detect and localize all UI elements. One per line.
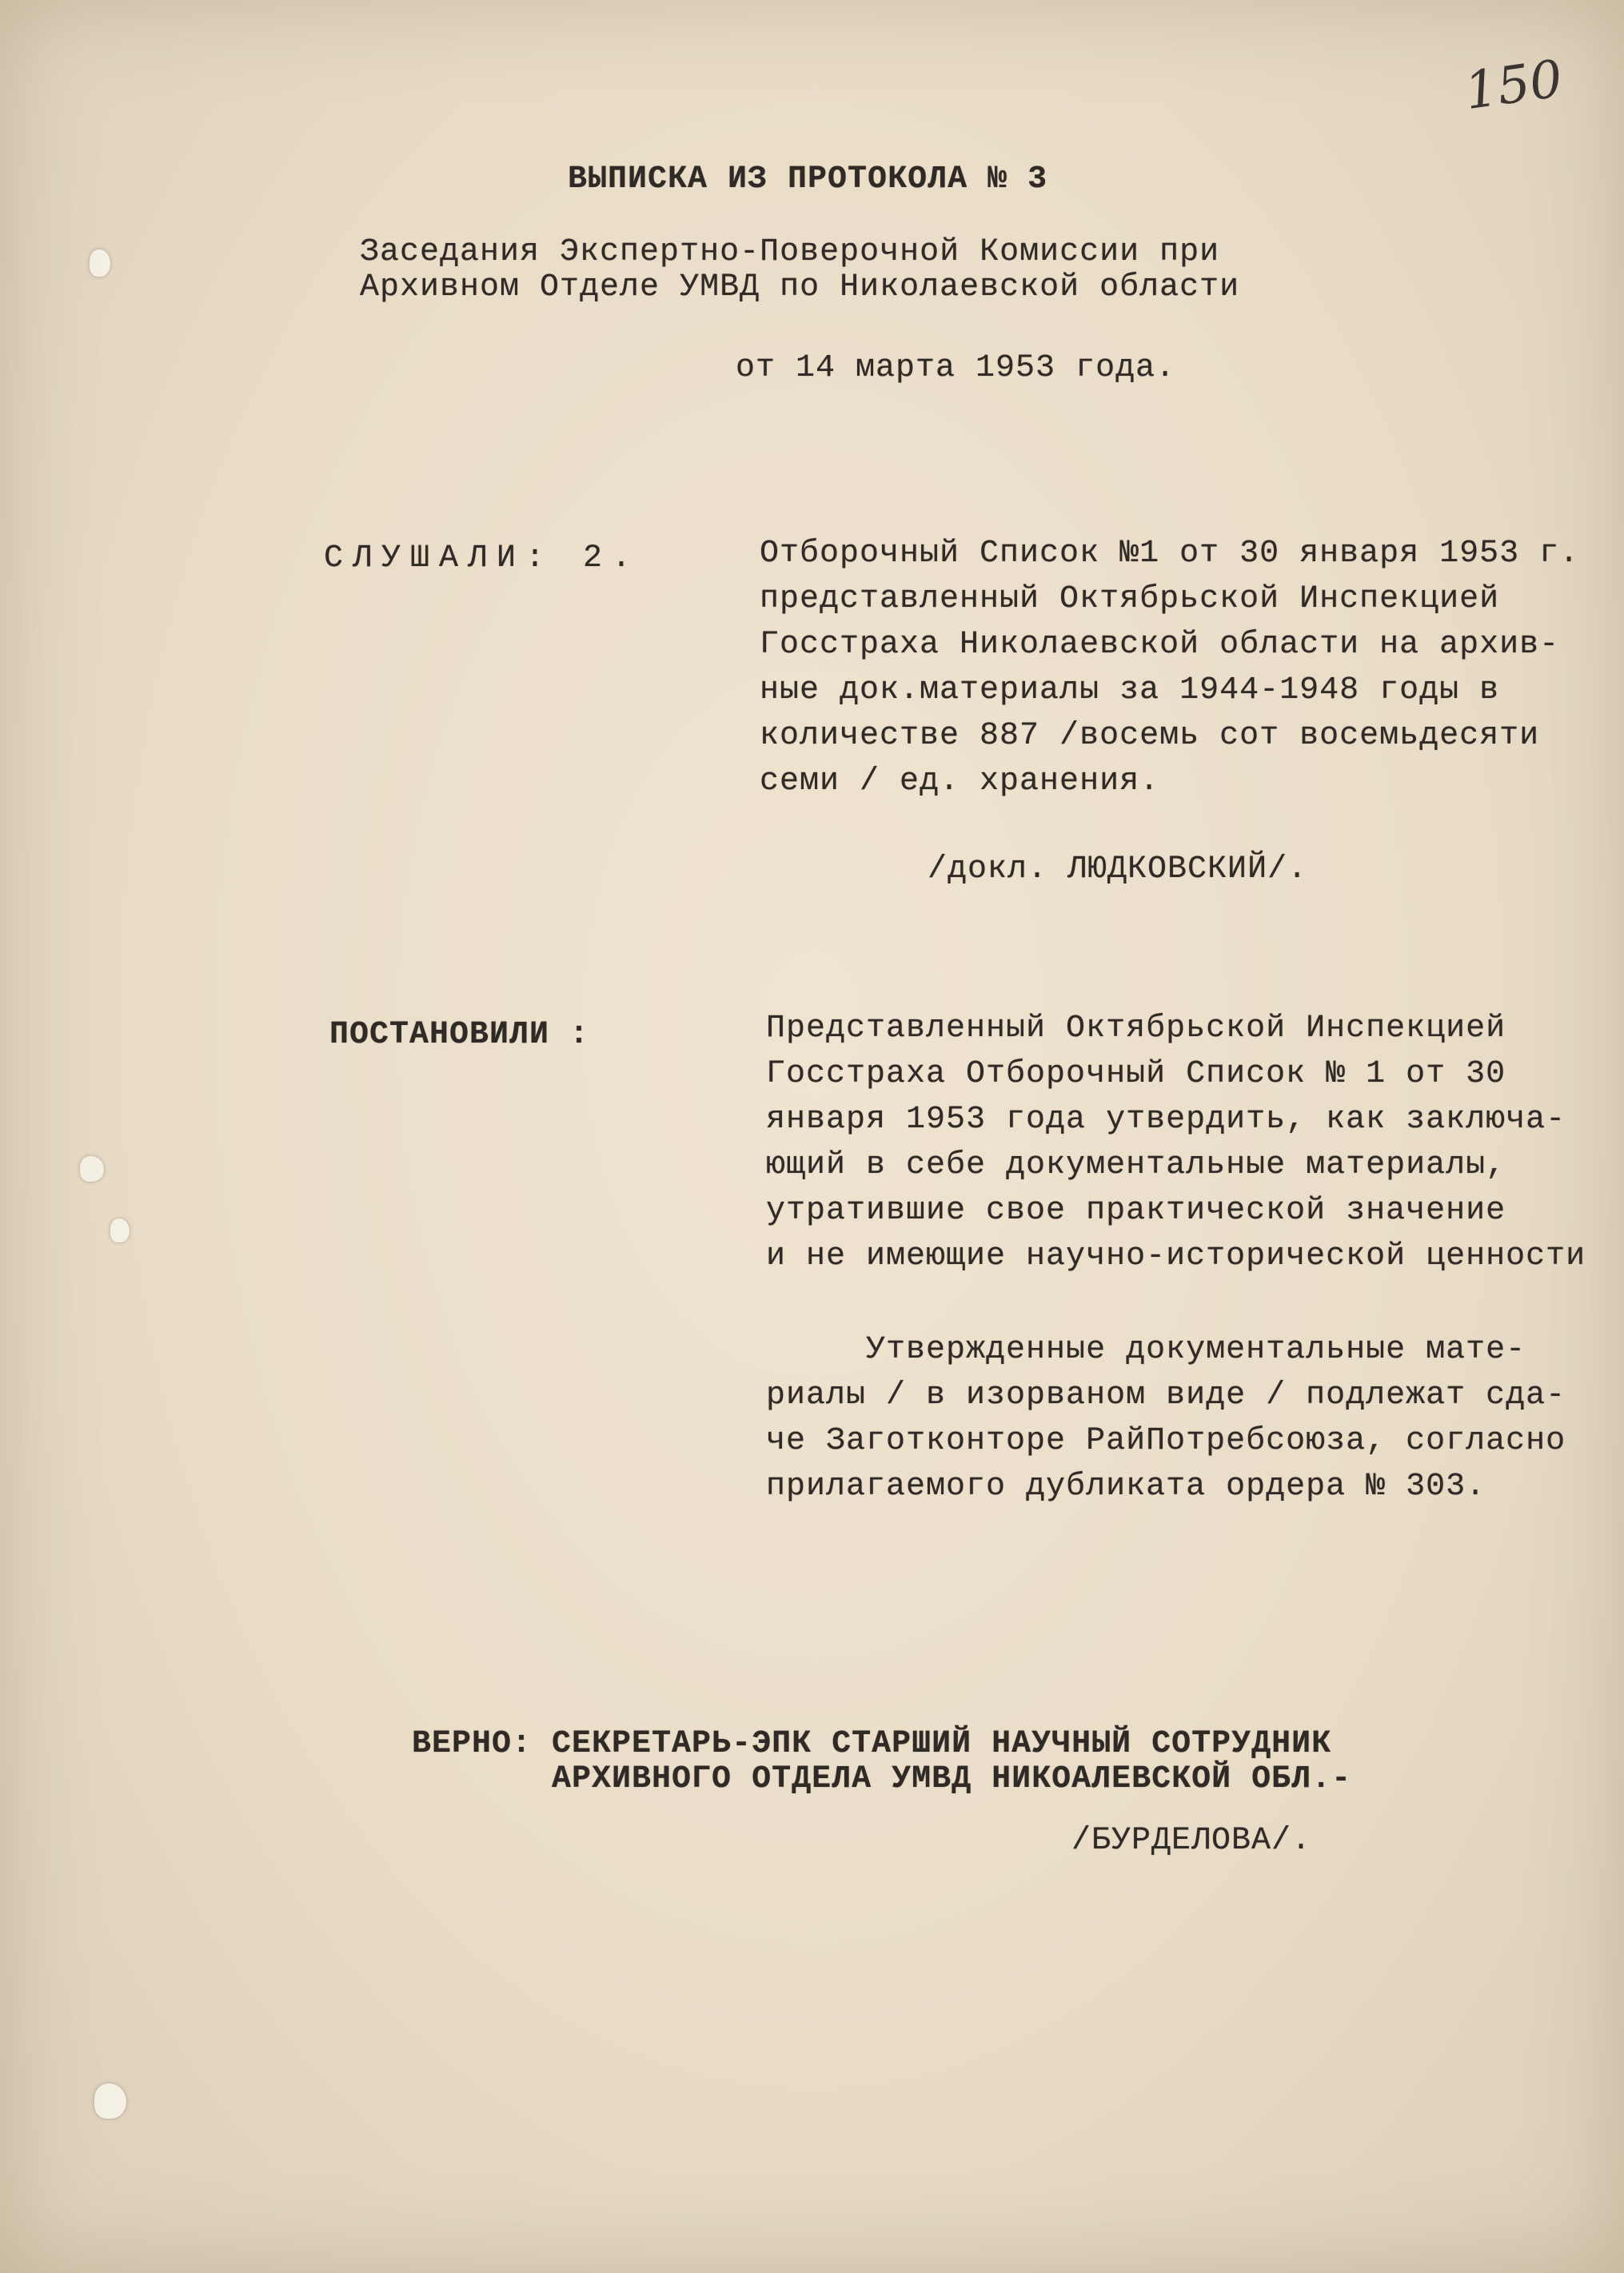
binding-hole-middle-1 [80,1156,104,1182]
resolved-label: ПОСТАНОВИЛИ : [329,1017,590,1053]
document-subtitle: Заседания Экспертно-Поверочной Комиссии при Архивном Отделе УМВД по Николаевской области [360,234,1240,305]
binding-hole-top [90,249,110,277]
archive-folio-number: 150 [1461,49,1566,122]
rapporteur-line: /докл. ЛЮДКОВСКИЙ/. [928,851,1308,887]
heard-label: СЛУШАЛИ: 2. [324,540,641,576]
meeting-date: от 14 марта 1953 года. [736,350,1176,386]
binding-hole-bottom [94,2084,126,2119]
resolved-paragraph-2: Утвержденные документальные мате- риалы / в изорваном виде / подлежат сда- че Заготконторе РайПотребсоюза, согласно прилагаемого дубликата ордера № 303. [766,1332,1566,1505]
resolved-paragraph-1: Представленный Октябрьской Инспекцией Госстраха Отборочный Список № 1 от 30 января 1953 года утвердить, как заключа- ющий в себе документальные материалы, утратившие свое практической значение и не имеющие научно-исторической ценности [766,1011,1586,1274]
document-title: ВЫПИСКА ИЗ ПРОТОКОЛА № 3 [568,162,1048,197]
certification-block: ВЕРНО: СЕКРЕТАРЬ-ЭПК СТАРШИЙ НАУЧНЫЙ СОТРУДНИК АРХИВНОГО ОТДЕЛА УМВД НИКОАЛЕВСКОЙ ОБЛ.- [412,1726,1352,1797]
binding-hole-middle-2 [110,1218,130,1242]
signature-name: /БУРДЕЛОВА/. [1071,1823,1312,1859]
heard-text: Отборочный Список №1 от 30 января 1953 г. представленный Октябрьской Инспекцией Госстраха Николаевской области на архив- ные док.материалы за 1944-1948 годы в количестве 887 /восемь сот восемьдесяти семи / ед. хранения. [760,536,1580,800]
